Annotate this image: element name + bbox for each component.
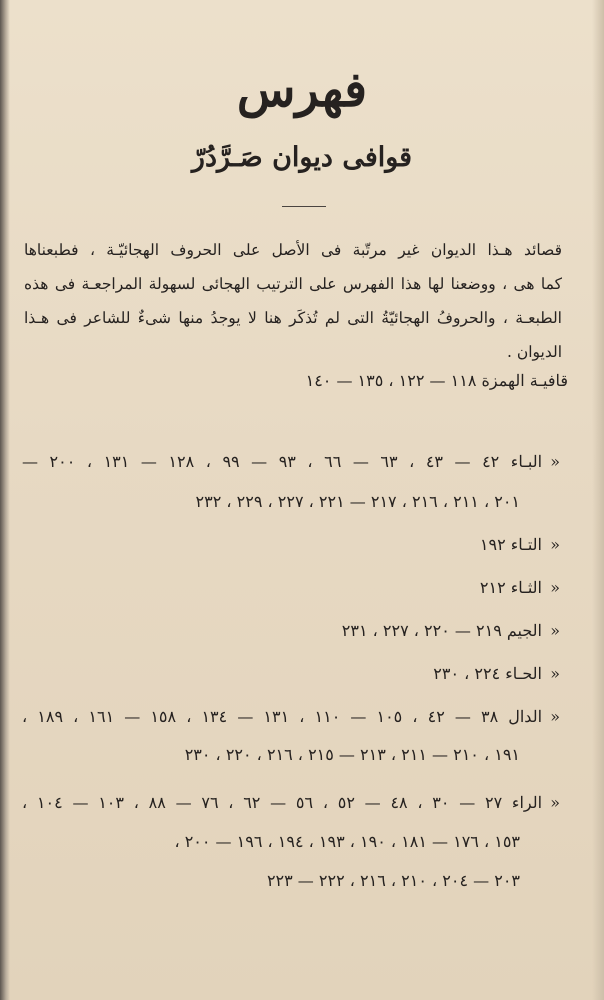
index-entry-continuation [22, 866, 568, 896]
intro-line: الديوان . [506, 343, 562, 361]
ditto-mark: « [550, 578, 560, 597]
index-entry-continuation [22, 740, 568, 770]
index-entry [22, 530, 568, 560]
ditto-mark: « [550, 535, 560, 554]
entry-text-continued: ١٩١ ، ٢١٠ — ٢١١ ، ٢١٣ — ٢١٥ ، ٢١٦ ، ٢٢٠ ، ٢٣٠ [184, 745, 520, 764]
index-entry [22, 788, 568, 818]
title-divider [282, 206, 326, 207]
index-entry-continuation [22, 487, 568, 517]
ditto-mark: « [550, 664, 560, 683]
entry-text: الراء ٢٧ — ٣٠ ، ٤٨ — ٥٢ ، ٥٦ — ٦٢ ، ٧٦ — ٨٨ ، ١٠٣ — ١٠٤ ، [22, 793, 543, 812]
index-entry-continuation [22, 827, 568, 857]
entry-text-continued: ١٥٣ ، ١٧٦ — ١٨١ ، ١٩٠ ، ١٩٣ ، ١٩٤ ، ١٩٦ — ٢٠٠ ، [174, 832, 520, 851]
page-subtitle: قوافى ديوان صَـرَّدُرّ [191, 142, 413, 173]
index-entry [22, 447, 568, 477]
entry-text-continued: ٢٠١ ، ٢١١ ، ٢١٦ ، ٢١٧ — ٢٢١ ، ٢٢٧ ، ٢٢٩ ، ٢٣٢ [195, 492, 520, 511]
index-entry [22, 366, 568, 396]
page-title: فهرس [236, 62, 368, 118]
entry-text: الدال ٣٨ — ٤٢ ، ١٠٥ — ١١٠ ، ١٣١ — ١٣٤ ، ١٥٨ — ١٦١ ، ١٨٩ ، [22, 707, 543, 726]
entry-text: قافيـة الهمزة ١١٨ — ١٢٢ ، ١٣٥ — ١٤٠ [305, 371, 568, 390]
index-entry [22, 659, 568, 689]
intro-line: قصائد هـذا الديوان غير مرتّبة فى الأصل على الحروف الهجائيّـة ، فطبعناها [24, 241, 562, 259]
entry-text-continued: ٢٠٣ — ٢٠٤ ، ٢١٠ ، ٢١٦ ، ٢٢٢ — ٢٢٣ [266, 871, 520, 890]
index-entry [22, 702, 568, 732]
entry-text: البـاء ٤٢ — ٤٣ ، ٦٣ — ٦٦ ، ٩٣ — ٩٩ ، ١٢٨ — ١٣١ ، ٢٠٠ — [22, 452, 543, 471]
ditto-mark: « [550, 621, 560, 640]
intro-line: كما هى ، ووضعنا لها هذا الفهرس على الترتيب الهجائى لسهولة المراجعـة فى هذه [24, 275, 562, 293]
ditto-mark: « [550, 452, 560, 471]
entry-text: الثـاء ٢١٢ [479, 578, 542, 597]
intro-paragraph [24, 233, 562, 369]
index-entry [22, 573, 568, 603]
ditto-mark: « [550, 707, 560, 726]
ditto-mark: « [550, 793, 560, 812]
intro-line: الطبعـة ، والحروفُ الهجائيّةُ التى لم تُذكَر هنا لا يوجدُ منها شىءٌ للشاعر فى هـذا [24, 309, 562, 327]
entry-text: التـاء ١٩٢ [479, 535, 542, 554]
index-entry [22, 616, 568, 646]
entry-text: الجيم ٢١٩ — ٢٢٠ ، ٢٢٧ ، ٢٣١ [341, 621, 542, 640]
entry-text: الحـاء ٢٢٤ ، ٢٣٠ [433, 664, 542, 683]
